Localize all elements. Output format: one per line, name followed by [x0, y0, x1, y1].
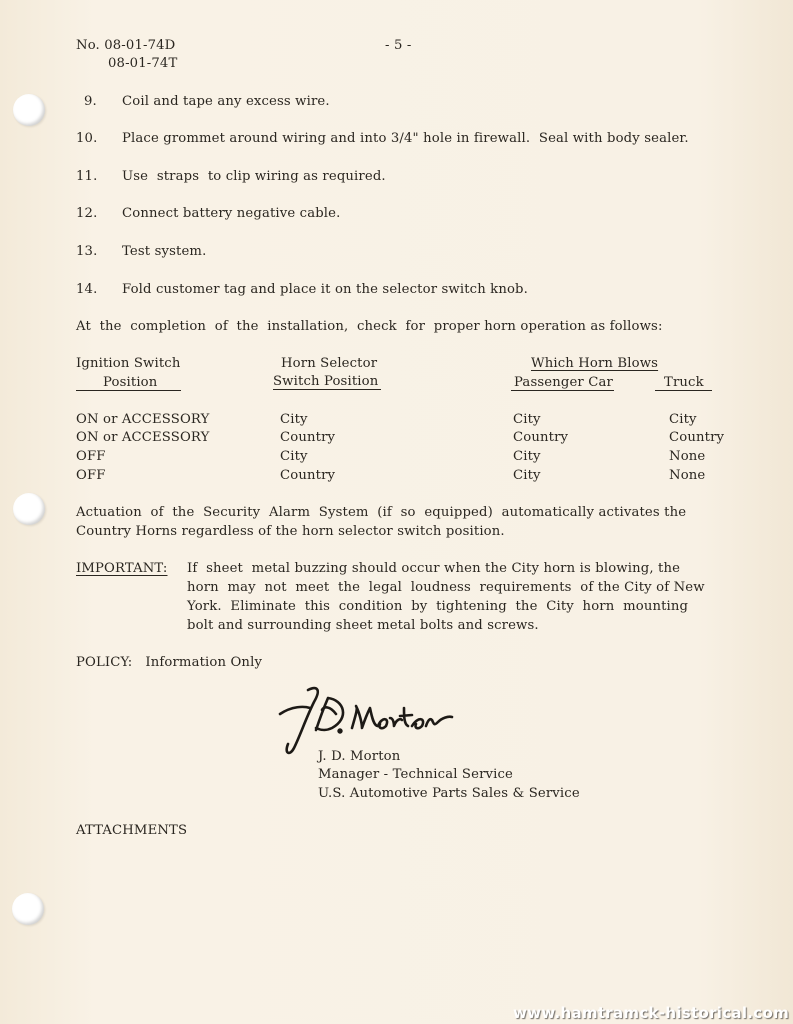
step-number: 10.: [76, 131, 98, 146]
table-cell-ignition: OFF: [76, 468, 106, 483]
step-number: 14.: [76, 282, 98, 297]
signatory-name: J. D. Morton: [318, 749, 401, 764]
important-line-1: If sheet metal buzzing should occur when the City horn is blowing, the: [187, 561, 681, 576]
important-line-3: York. Eliminate this condition by tightening the City horn mounting: [187, 599, 689, 614]
table-cell-truck: None: [669, 468, 706, 483]
step-text: Place grommet around wiring and into 3/4" hole in firewall. Seal with body sealer.: [122, 131, 689, 146]
table-cell-ignition: OFF: [76, 449, 106, 464]
doc-number-line1: No. 08-01-74D: [76, 38, 176, 53]
col-selector-underline: [273, 389, 381, 390]
col-passenger-car-header: Passenger Car: [514, 375, 613, 390]
important-line-4: bolt and surrounding sheet metal bolts and screws.: [187, 618, 539, 633]
col-ignition-header: Ignition Switch: [76, 356, 181, 371]
col-selector-subheader: Switch Position: [273, 374, 379, 389]
table-cell-passenger: City: [513, 468, 541, 483]
important-label: IMPORTANT:: [76, 561, 168, 576]
actuation-line-2: Country Horns regardless of the horn selector switch position.: [76, 524, 505, 539]
step-text: Connect battery negative cable.: [122, 206, 341, 221]
step-text: Coil and tape any excess wire.: [122, 94, 330, 109]
col-ignition-subheader: Position: [103, 375, 158, 390]
signatory-organization: U.S. Automotive Parts Sales & Service: [318, 786, 580, 801]
table-cell-passenger: Country: [513, 430, 569, 445]
table-cell-ignition: ON or ACCESSORY: [76, 412, 210, 427]
col-truck-header: Truck: [664, 375, 704, 390]
actuation-line-1: Actuation of the Security Alarm System (if so equipped) automatically activates the: [76, 505, 687, 520]
table-cell-selector: Country: [280, 430, 336, 445]
step-number: 9.: [84, 94, 97, 109]
col-passenger-car-underline: [511, 390, 614, 391]
policy-line: POLICY: Information Only: [76, 655, 263, 670]
table-cell-selector: City: [280, 412, 308, 427]
attachments-label: ATTACHMENTS: [76, 823, 188, 838]
step-number: 13.: [76, 244, 98, 259]
doc-number-line2: 08-01-74T: [108, 56, 178, 71]
binder-hole-top: [13, 94, 45, 126]
step-text: Test system.: [122, 244, 207, 259]
table-cell-ignition: ON or ACCESSORY: [76, 430, 210, 445]
table-cell-passenger: City: [513, 449, 541, 464]
page-number: - 5 -: [385, 38, 412, 53]
which-horn-blows-header: Which Horn Blows: [531, 356, 659, 371]
table-cell-truck: City: [669, 412, 697, 427]
step-text: Fold customer tag and place it on the selector switch knob.: [122, 282, 528, 297]
site-watermark: www.hamtramck-historical.com: [513, 1004, 789, 1022]
important-line-2: horn may not meet the legal loudness requirements of the City of New: [187, 580, 705, 595]
table-cell-truck: Country: [669, 430, 725, 445]
col-selector-header: Horn Selector: [281, 356, 378, 371]
binder-hole-middle: [13, 493, 45, 525]
table-cell-truck: None: [669, 449, 706, 464]
step-number: 11.: [76, 169, 98, 184]
step-number: 12.: [76, 206, 98, 221]
table-cell-selector: City: [280, 449, 308, 464]
binder-hole-bottom: [12, 893, 44, 925]
table-cell-selector: Country: [280, 468, 336, 483]
step-text: Use straps to clip wiring as required.: [122, 169, 386, 184]
col-ignition-underline: [76, 390, 181, 391]
col-truck-underline: [655, 390, 712, 391]
table-cell-passenger: City: [513, 412, 541, 427]
signatory-title: Manager - Technical Service: [318, 767, 513, 782]
intro-paragraph: At the completion of the installation, check for proper horn operation as follows:: [76, 319, 663, 334]
handwritten-signature: [270, 684, 460, 759]
